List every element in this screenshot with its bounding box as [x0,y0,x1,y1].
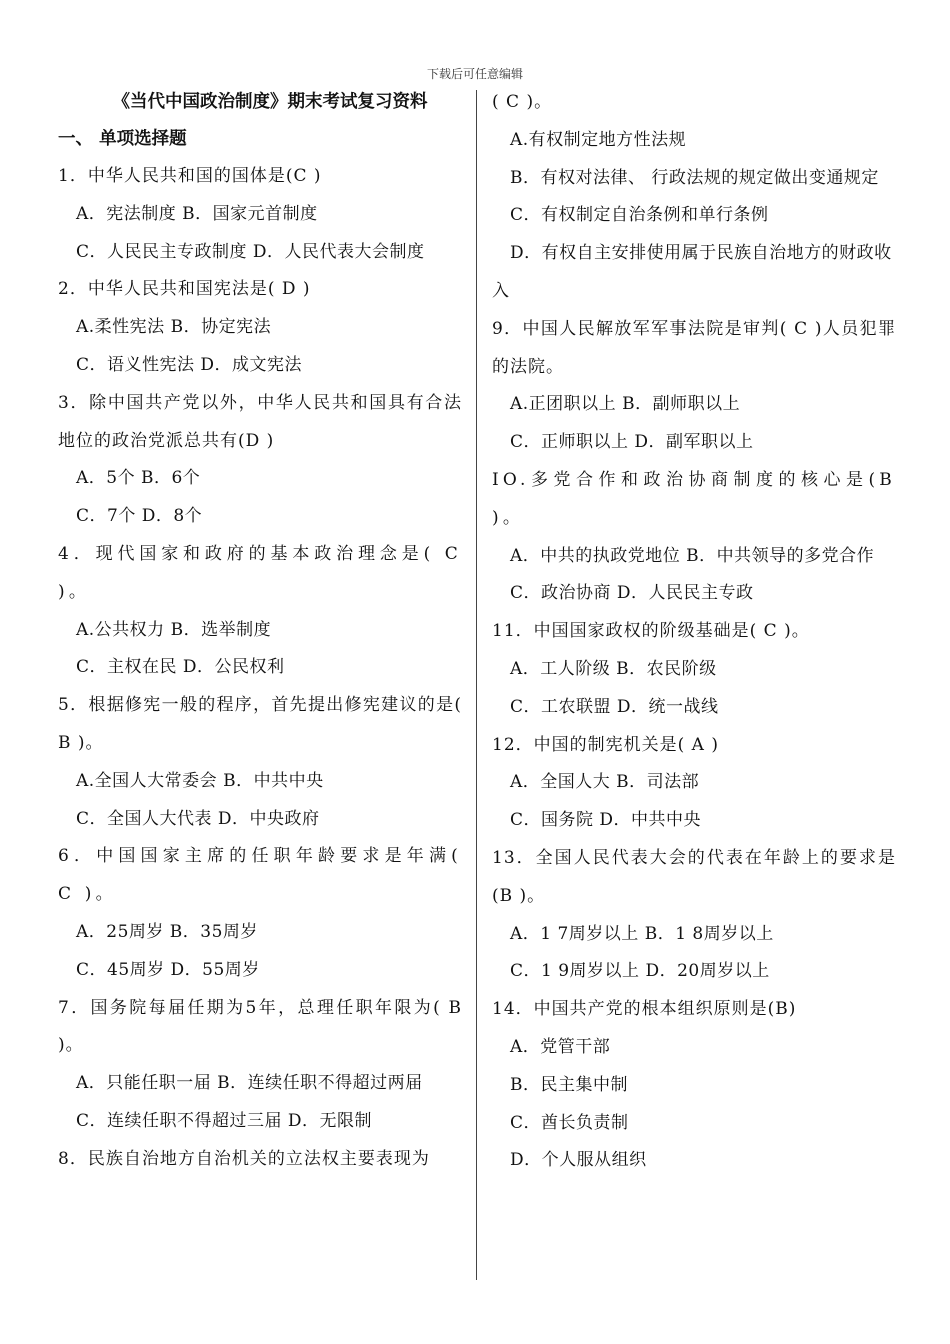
answer-options: D．个人服从组织 [510,1150,647,1171]
answer-options: A．5个 B．6个 [76,468,201,489]
answer-options: A．中共的执政党地位 B．中共领导的多党合作 [510,545,875,566]
question-text: 7．国务院每届任期为5年，总理任职年限为( B )。 [58,997,462,1056]
answer-options: C．全国人大代表 D．中央政府 [76,808,320,829]
question-text: 8．民族自治地方自治机关的立法权主要表现为 [58,1148,430,1169]
question-text: ( C )。 [492,92,553,112]
answer-options: A．党管干部 [510,1036,611,1057]
answer-options: A．全国人大 B．司法部 [510,772,700,793]
section-heading: 一、 单项选择题 [58,129,187,149]
question-text: 12．中国的制宪机关是( A ) [492,734,719,755]
question-text: IO.多党合作和政治协商制度的核心是(B )。 [492,469,896,528]
answer-options: C．工农联盟 D．统一战线 [510,696,719,717]
answer-options: A．宪法制度 B．国家元首制度 [76,203,318,224]
answer-options: C．政治协商 D．人民民主专政 [510,583,754,604]
answer-options: A．只能任职一届 B．连续任职不得超过两届 [76,1073,423,1094]
answer-options: C．1 9周岁以上 D．20周岁以上 [510,961,770,982]
question-text: 9．中国人民解放军军事法院是审判( C )人员犯罪的法院。 [492,318,896,377]
answer-options: C．主权在民 D．公民权利 [76,657,285,678]
question-text: 1．中华人民共和国的国体是(C ) [58,166,322,186]
question-text: 13．全国人民代表大会的代表在年龄上的要求是(B )。 [492,847,896,906]
answer-options: D．有权自主安排使用属于民族自治地方的财政收入 [492,243,892,301]
answer-options: C．连续任职不得超过三届 D．无限制 [76,1110,373,1131]
answer-options: B．有权对法律、 行政法规的规定做出变通规定 [510,167,879,188]
answer-options: A．25周岁 B．35周岁 [76,921,258,942]
question-text: 5．根据修宪一般的程序，首先提出修宪建议的是( B )。 [58,695,462,753]
left-column [58,84,462,1179]
right-question-list [492,84,896,1180]
answer-options: C．有权制定自治条例和单行条例 [510,205,769,226]
answer-options: C．7个 D．8个 [76,506,203,527]
question-text: 11．中国国家政权的阶级基础是( C )。 [492,621,810,642]
right-column [492,84,896,1180]
answer-options: C．人民民主专政制度 D．人民代表大会制度 [76,241,425,262]
answer-options: C．国务院 D．中共中央 [510,810,702,831]
document-title: 《当代中国政治制度》期末考试复习资料 [112,92,428,112]
question-text: 14．中国共产党的根本组织原则是(B) [492,999,797,1020]
answer-options: A.有权制定地方性法规 [510,129,687,150]
question-text: 4．现代国家和政府的基本政治理念是( C )。 [58,543,462,602]
header-note: 下载后可任意编辑 [426,67,523,81]
question-text: 6．中国国家主席的任职年龄要求是年满( C )。 [58,846,462,905]
answer-options: B．民主集中制 [510,1074,628,1095]
column-divider [476,90,477,1280]
question-text: 2．中华人民共和国宪法是( D ) [58,279,311,300]
answer-options: C．正师职以上 D．副军职以上 [510,432,754,453]
left-question-list [58,158,462,1179]
answer-options: A.正团职以上 B．副师职以上 [510,394,741,415]
answer-options: A.公共权力 B．选举制度 [76,619,272,640]
answer-options: A．工人阶级 B．农民阶级 [510,658,717,679]
answer-options: C．45周岁 D．55周岁 [76,959,260,980]
answer-options: A．1 7周岁以上 B．1 8周岁以上 [510,923,774,944]
answer-options: A.柔性宪法 B．协定宪法 [76,317,272,338]
answer-options: C．语义性宪法 D．成文宪法 [76,354,303,375]
answer-options: C．酋长负责制 [510,1112,629,1133]
answer-options: A.全国人大常委会 B．中共中央 [76,770,324,791]
question-text: 3．除中国共产党以外，中华人民共和国具有合法地位的政治党派总共有(D ) [58,392,462,451]
